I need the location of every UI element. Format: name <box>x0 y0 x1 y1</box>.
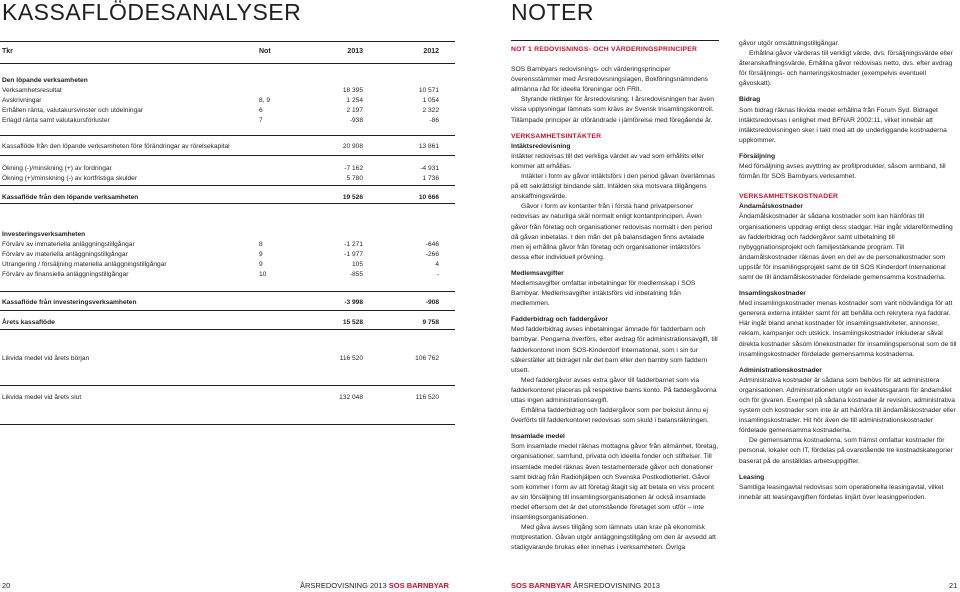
fundraising-costs-paragraph: Med insamlingskostnader menas kostnader som varit nödvändiga för att generera externa intäkter samt för att behålla och rekrytera nya faddrar. Här ingår bland annat kostnader för insamlingsaktiviteter, annonser, reklam, kampanjer och utskick. Insamlingskostnader inkluderar såväl direkta kostnader såsom lönekostnader för insamlingspersonal som de till insamlingskostnader fördelade gemensamma kostnaderna. <box>739 300 957 358</box>
row-note: 8 <box>259 241 263 248</box>
row-label: Kassaflöde från den löpande verksamheten före förändringar av rörelsekapital <box>2 143 230 150</box>
row-note: 9 <box>259 251 263 258</box>
note1-title: NOT 1 REDOVISNINGS- OCH VÄRDERINGSPRINCIPER <box>511 46 698 53</box>
notes-column-1 <box>511 42 719 553</box>
row-value-2012: -266 <box>425 251 439 258</box>
purpose-costs-subtitle: Ändamålskostnader <box>739 203 803 211</box>
row-value-2013: 2 197 <box>346 107 363 114</box>
purpose-costs-paragraph: Ändamålskostnader är sådana kostnader som kan hänföras till organisationens uppdrag enligt dess stadgar. Här ingår vidareförmedling av fadderbidrag och faddergåvor samt utbetalning till nybyggnationsprojekt och familjestärkande program. Till ändamålskostnader räknas även en del av de personalkostnader som uppstår för insamlingsprojekt samt de till SOS Kinderdorf International samt de till ändamålskostnader fördelade gemensamma kostnaderna. <box>739 213 953 281</box>
row-value-2012: 2 322 <box>422 107 439 114</box>
row-value-2012: -4 931 <box>420 165 439 172</box>
table-top-rule <box>0 41 455 42</box>
row-value-2013: -1 977 <box>344 251 363 258</box>
collected-funds-paragraph-1: Som insamlade medel räknas mottagna gåvor från allmänhet, företag, organisationer, samfund, privata och ideella fonder och stiftelser. Till insamlade medel räknas även testamenterade gåvor och donationer samt bidrag från Radiohjälpen och Svenska Postkodlotteriet. Gåvor som kommer i form av att företag åtagit sig att betala en viss procent av sin försäljning till insamlingsorganisationen är också insamlade medel eftersom det är det utomstående företaget som utför – inte insamlingsorganisationen. <box>511 443 719 522</box>
table-row <box>0 393 455 403</box>
footer-left <box>300 581 449 591</box>
note1-intro: SOS Barnbyars redovisnings- och värderingsprinciper överensstämmer med Årsredovisningslagen, Bokföringsnämndens allmänna råd för ideella föreningar och FRII. <box>511 66 709 94</box>
row-value-2012: 106 762 <box>415 355 439 362</box>
leasing-paragraph: Samtliga leasingavtal redovisas som operationella leasingavtal, vilket innebär att leasingavgiften fördelas linjärt över leasingperioden. <box>739 483 944 501</box>
row-label: Investeringsverksamheten <box>2 231 86 238</box>
row-label: Förvärv av materiella anläggningstillgångar <box>2 251 128 258</box>
notes-top-rule-1 <box>511 40 719 41</box>
col-header-2012: 2012 <box>423 48 439 55</box>
row-value-2012: 4 <box>435 261 439 268</box>
fadder-paragraph-1: Med fadderbidrag avses inbetalningar ämnade för fadderbarn och barnbyar. Pengarna överförs, efter avdrag för administrationsavgift, till fadderkontoret inom SOS-Kinderdorf International, som i sin tur säkerställer att bidraget når det barn eller den barnby som faddern utsett. <box>511 326 718 374</box>
notes-column-2 <box>739 39 957 503</box>
col-header-not: Not <box>259 48 271 55</box>
row-value-2013: 132 048 <box>339 394 363 401</box>
row-label: Ökning (-)/minskning (+) av fordringar <box>2 165 112 172</box>
admin-costs-paragraph-2: De gemensamma kostnaderna, som främst omfattar kostnader för personal, lokaler och IT, fördelas på ovanstående tre kostnadskategorier baserat på de anställdas arbetsuppgifter. <box>739 437 953 465</box>
row-value-2013: 105 <box>351 261 363 268</box>
table-row <box>0 260 455 270</box>
leasing-title: Leasing <box>739 473 765 481</box>
row-value-2013: -855 <box>349 271 363 278</box>
row-value-2012: -908 <box>425 299 439 306</box>
table-row <box>0 250 455 260</box>
grants-title: Bidrag <box>739 96 761 104</box>
row-value-2012: -646 <box>425 241 439 248</box>
fadder-paragraph-2: Med faddergåvor avses extra gåvor till fadderbarnet som via fadderkontoret placeras på respektive barns konto. På faddergåvorna uttas ingen administrationsavgift. <box>511 376 717 404</box>
row-note: 9 <box>259 261 263 268</box>
row-value-2013: 5 780 <box>346 175 363 182</box>
row-note: 8, 9 <box>259 97 270 104</box>
table-row <box>0 106 455 116</box>
row-value-2012: 1 736 <box>422 175 439 182</box>
row-value-2013: -938 <box>349 117 363 124</box>
table-row <box>0 230 455 240</box>
table-rule <box>0 135 455 136</box>
admin-costs-paragraph: Administrativa kostnader är sådana som behövs för att administrera organisationen. Administrationen utgör en kvalitetsgaranti för ändamålet och för givaren. Exempel på sådana kostnader är revision, administrativa system och kostnader som inte är att hänföra till ändamålskostnader eller insamlingskostnader. Hit hör även de till administrationskostnader fördelade gemensamma kostnaderna. <box>739 376 956 435</box>
table-row <box>0 86 455 96</box>
row-note: 6 <box>259 107 263 114</box>
income-subtitle: Intäktsredovisning <box>511 142 571 150</box>
table-rule <box>0 203 455 204</box>
footer-left-text: ÅRSREDOVISNING 2013 <box>300 581 387 590</box>
gifts-valuation: Erhållna gåvor värderas till verkligt värde, dvs. försäljningsvärde eller återanskaffningsvärde. Erhållna gåvor redovisas netto, dvs. efter avdrag för försäljnings- och hanteringskostnader (exempelvis eventuell gåvoskatt). <box>739 50 953 88</box>
row-value-2013: 15 528 <box>342 319 363 326</box>
sales-paragraph: Med försäljning avses avyttring av profilprodukter, såsom armband, till förmån för SOS Barnbyars verksamhet. <box>739 163 946 181</box>
row-value-2013: -1 271 <box>344 241 363 248</box>
row-note: 10 <box>259 271 267 278</box>
table-rule <box>0 185 455 186</box>
row-note: 7 <box>259 117 263 124</box>
row-label: Likvida medel vid årets början <box>2 355 90 362</box>
row-label: Årets kassaflöde <box>2 319 55 326</box>
row-label: Förvärv av immateriella anläggningstillgångar <box>2 241 135 248</box>
row-label: Kassaflöde från investeringsverksamheten <box>2 299 137 306</box>
row-value-2012: 1 054 <box>422 97 439 104</box>
footer-right-brand: SOS BARNBYAR <box>511 581 572 590</box>
row-label: Utrangering / försäljning materiella anläggningstillgångar <box>2 261 167 268</box>
table-row <box>0 164 455 174</box>
table-row <box>0 142 455 152</box>
collected-funds-title: Insamlade medel <box>511 433 565 441</box>
row-label: Den löpande verksamheten <box>2 77 88 84</box>
income-paragraph-3: Gåvor i form av kontanter från i första hand privatpersoner redovisas av naturliga skäl normalt enligt kontantprincipen. Även gåvor från företag och organisationer redovisas normalt i den period då gåvan inbetalas. I den mån det på balansdagen finns avtalade men ej erhållna gåvor från företag och organisationer intäktsförs dessa efter individuell prövning. <box>511 203 713 261</box>
row-value-2013: -7 162 <box>344 165 363 172</box>
row-label: Kassaflöde från den löpande verksamheten <box>2 194 139 201</box>
footer-right-text: ÅRSREDOVISNING 2013 <box>573 581 660 590</box>
table-rule <box>0 329 455 330</box>
table-row <box>0 96 455 106</box>
row-value-2012: 10 571 <box>418 87 439 94</box>
table-row <box>0 193 455 203</box>
col-header-2013: 2013 <box>347 48 363 55</box>
fadder-paragraph-3: Erhållna fadderbidrag och faddergåvor som per bokslut ännu ej överförts till fadderkontoret redovisas som skuld i balansräkningen. <box>511 407 709 425</box>
table-rule <box>0 385 455 386</box>
collected-funds-paragraph-2: Med gåva avses tillgång som lämnats utan krav på ekonomisk motprestation. Gåvan utgör anläggningstillgång om den är avsedd att stadigvarande brukas eller innehas i verksamheten. Övriga <box>511 524 716 552</box>
admin-costs-title: Administrationskostnader <box>739 366 822 374</box>
cashflow-table <box>0 40 455 460</box>
col-header-tkr: Tkr <box>2 48 13 55</box>
row-label: Verksamhetsresultat <box>2 87 62 94</box>
row-label: Erhållen ränta, valutakursvinster och utdelningar <box>2 107 144 114</box>
table-rule <box>0 155 455 156</box>
row-value-2012: 116 520 <box>415 394 439 401</box>
row-value-2013: 20 908 <box>342 143 363 150</box>
row-label: Erlagd ränta samt valutakursförluster <box>2 117 110 124</box>
row-label: Likvida medel vid årets slut <box>2 394 82 401</box>
row-label: Ökning (+)/minskning (-) av kortfristiga skulder <box>2 175 138 182</box>
page-number-left: 20 <box>2 581 11 590</box>
table-header-row <box>0 47 455 57</box>
table-row <box>0 318 455 328</box>
table-row <box>0 116 455 126</box>
row-value-2013: 19 526 <box>342 194 363 201</box>
income-paragraph-2: Intäkter i form av gåvor intäktsförs i den period gåvan överlämnas på ett sakrättsligt bindande sätt. Intäkten ska motsvara tillgångens anskaffningsvärde. <box>511 173 716 201</box>
table-row <box>0 298 455 308</box>
row-value-2013: -3 998 <box>344 299 363 306</box>
footer-right <box>511 581 660 591</box>
row-value-2012: 9 758 <box>422 319 439 326</box>
income-paragraph-1: Intäkter redovisas till det verkliga värdet av vad som erhållits eller kommer att erhållas. <box>511 152 704 170</box>
table-row <box>0 240 455 250</box>
fadder-title: Fadderbidrag och faddergåvor <box>511 316 608 324</box>
row-value-2013: 1 254 <box>346 97 363 104</box>
note1-intro2: Styrande riktlinjer för årsredovisning. I årsredovisningen har även vissa upplysningar lämnats som krävs av Svensk Insamlingskontroll. Tillämpade principer är oförändrade i jämförelse med föregående år. <box>511 96 714 124</box>
costs-section-title: VERKSAMHETSKOSTNADER <box>739 193 839 201</box>
table-row <box>0 76 455 86</box>
table-rule <box>0 310 455 311</box>
sales-title: Försäljning <box>739 152 776 160</box>
row-label: Förvärv av finansiella anläggningstillgångar <box>2 271 129 278</box>
fundraising-costs-title: Insamlingskostnader <box>739 290 806 298</box>
table-row <box>0 354 455 364</box>
fees-title: Medlemsavgifter <box>511 269 564 277</box>
table-row <box>0 174 455 184</box>
page-title-right: NOTER <box>511 0 594 25</box>
page-title-left: KASSAFLÖDESANALYSER <box>2 0 302 25</box>
row-value-2012: - <box>436 271 439 278</box>
gutter <box>503 0 504 592</box>
table-row <box>0 270 455 280</box>
footer-left-brand: SOS BARNBYAR <box>388 581 449 590</box>
row-value-2012: 10 666 <box>418 194 439 201</box>
gifts-continued: gåvor utgör omsättningstillgångar. <box>739 40 840 47</box>
row-label: Avskrivningar <box>2 97 42 104</box>
table-header-rule <box>0 63 455 64</box>
row-value-2013: 18 395 <box>342 87 363 94</box>
row-value-2013: 116 520 <box>339 355 363 362</box>
table-rule <box>0 291 455 292</box>
table-rule <box>0 424 455 425</box>
grants-paragraph: Som bidrag räknas likvida medel erhållna från Forum Syd. Bidraget intäktsredovisas i enlighet med BFNAR 2002:11, vilket innebär att intäktsredovisningen sker i takt med att de underliggande kostnaderna uppkommer. <box>739 106 947 144</box>
income-section-title: VERKSAMHETSINTÄKTER <box>511 132 602 140</box>
page-number-right: 21 <box>949 581 958 590</box>
row-value-2012: 13 861 <box>418 143 439 150</box>
fees-paragraph: Medlemsavgifter omfattar inbetalningar för medlemskap i SOS Barnbyar. Medlemsavgifter intäktsförs vid inbetalning från medlemmen. <box>511 279 696 308</box>
row-value-2012: -86 <box>429 117 439 124</box>
